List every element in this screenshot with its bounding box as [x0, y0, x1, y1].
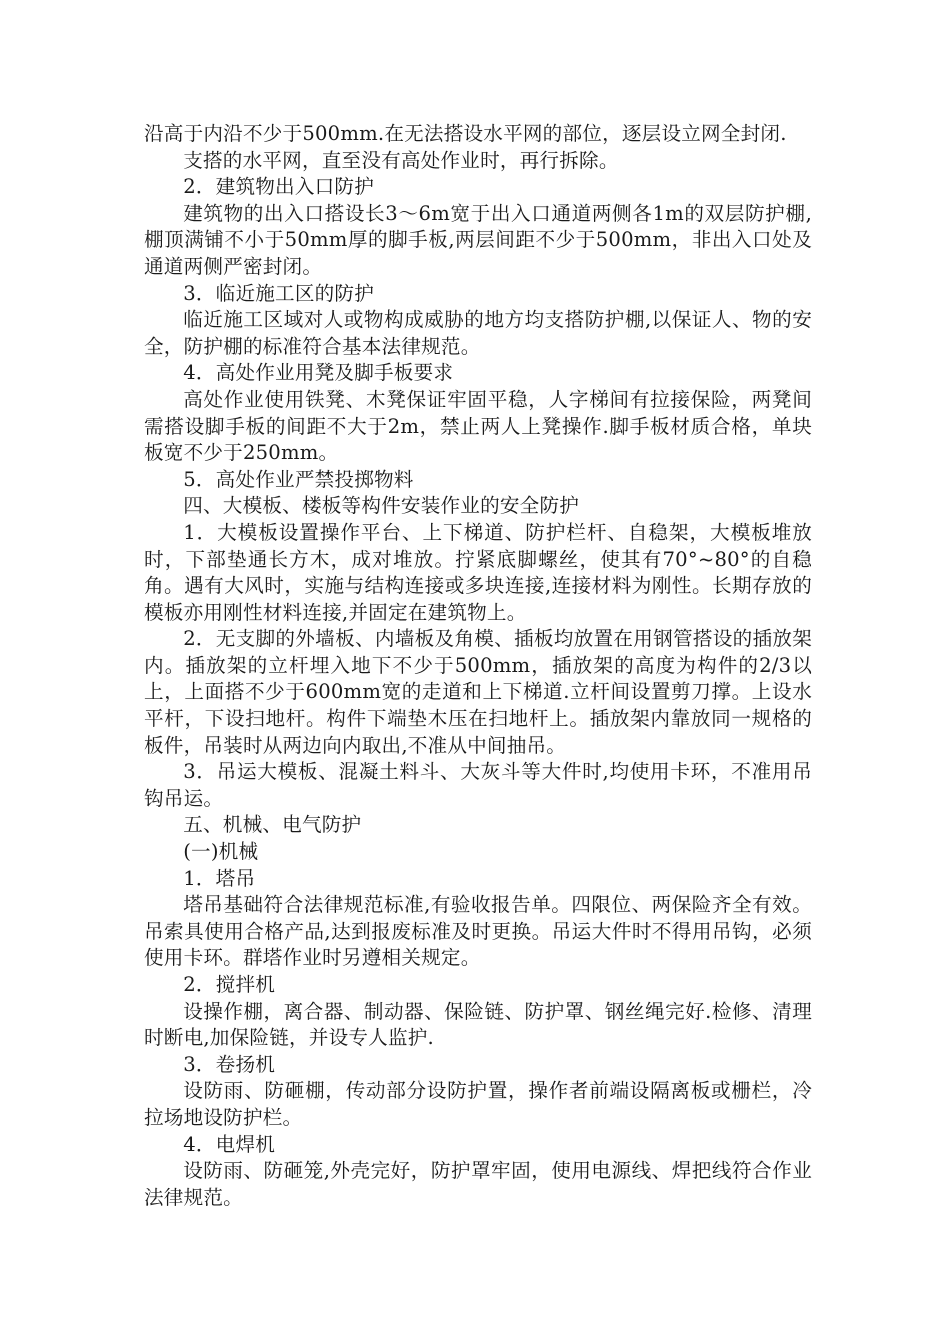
paragraph: 2．无支脚的外墙板、内墙板及角模、插板均放置在用钢管搭设的插放架内。插放架的立杆埋入地下不少于500mm，插放架的高度为构件的2/3以上，上面搭不少于600mm宽的走道和上下梯道.立杆间设置剪刀撑。上设水平杆，下设扫地杆。构件下端垫木压在扫地杆上。插放架内靠放同一规格的板件，吊装时从两边向内取出,不准从中间抽吊。 — [144, 627, 812, 757]
paragraph: 塔吊基础符合法律规范标准,有验收报告单。四限位、两保险齐全有效。吊索具使用合格产品,达到报废标准及时更换。吊运大件时不得用吊钩，必须使用卡环。群塔作业时另遵相关规定。 — [144, 893, 812, 970]
paragraph: 设防雨、防砸棚，传动部分设防护置，操作者前端设隔离板或栅栏，冷拉场地设防护栏。 — [144, 1079, 812, 1129]
section-heading: 4．电焊机 — [183, 1132, 276, 1156]
paragraph: 3．吊运大模板、混凝土料斗、大灰斗等大件时,均使用卡环，不准用吊钩吊运。 — [144, 760, 812, 810]
paragraph: 沿高于内沿不少于500mm.在无法搭设水平网的部位，逐层设立网全封闭. — [144, 122, 787, 145]
document-page — [144, 121, 812, 1211]
paragraph: 临近施工区域对人或物构成威胁的地方均支搭防护棚,以保证人、物的安全，防护棚的标准符合基本法律规范。 — [144, 308, 812, 358]
section-heading: 3．临近施工区的防护 — [183, 281, 374, 305]
paragraph: 支搭的水平网，直至没有高处作业时，再行拆除。 — [183, 148, 619, 172]
section-heading: 3．卷扬机 — [183, 1052, 276, 1076]
section-heading: 1．塔吊 — [183, 866, 256, 890]
section-heading: 2．建筑物出入口防护 — [183, 175, 374, 199]
section-heading: 5．高处作业严禁投掷物料 — [183, 467, 414, 491]
section-heading: 4．高处作业用凳及脚手板要求 — [183, 361, 454, 385]
chapter-heading: 五、机械、电气防护 — [183, 813, 362, 837]
paragraph: 设防雨、防砸笼,外壳完好，防护罩牢固，使用电源线、焊把线符合作业法律规范。 — [144, 1159, 812, 1209]
section-heading: 2．搅拌机 — [183, 973, 276, 996]
paragraph: 建筑物的出入口搭设长3～6m宽于出入口通道两侧各1m的双层防护棚,棚顶满铺不小于50mm厚的脚手板,两层间距不少于500mm，非出入口处及通道两侧严密封闭。 — [144, 201, 812, 278]
paragraph: 高处作业使用铁凳、木凳保证牢固平稳，人字梯间有拉接保险，两凳间需搭设脚手板的间距不大于2m，禁止两人上凳操作.脚手板材质合格，单块板宽不少于250mm。 — [144, 387, 812, 465]
paragraph: 1．大模板设置操作平台、上下梯道、防护栏杆、自稳架，大模板堆放时，下部垫通长方木，成对堆放。拧紧底脚螺丝，使其有70°~80°的自稳角。遇有大风时，实施与结构连接或多块连接,连接材料为刚性。长期存放的模板亦用刚性材料连接,并固定在建筑物上。 — [144, 520, 812, 624]
subchapter-heading: (一)机械 — [183, 840, 259, 864]
chapter-heading: 四、大模板、楼板等构件安装作业的安全防护 — [183, 494, 580, 518]
paragraph: 设操作棚，离合器、制动器、保险链、防护罩、钢丝绳完好.检修、清理时断电,加保险链，并设专人监护. — [144, 999, 812, 1050]
